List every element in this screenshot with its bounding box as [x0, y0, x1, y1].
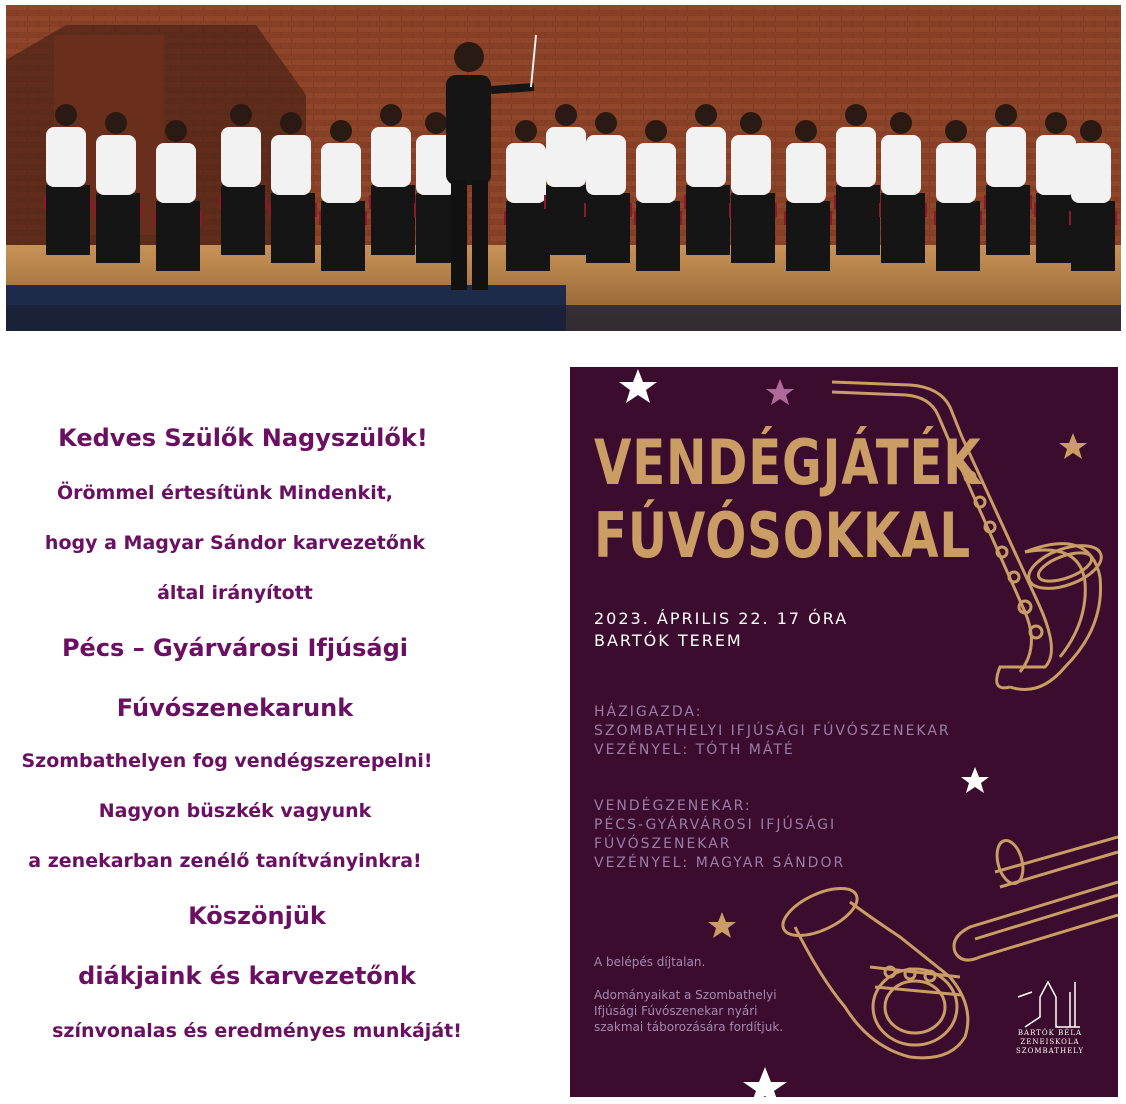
- entry-note: A belépés díjtalan.: [594, 955, 706, 969]
- message-line: diákjaink és karvezetőnk: [78, 962, 416, 990]
- concert-photo: [6, 5, 1121, 331]
- logo-text-line1: BARTÓK BÉLA: [1017, 1029, 1083, 1037]
- guest-conductor: VEZÉNYEL: MAGYAR SÁNDOR: [594, 855, 846, 871]
- guest-label: VENDÉGZENEKAR:: [594, 798, 752, 814]
- host-orchestra: SZOMBATHELYI IFJÚSÁGI FÚVÓSZENEKAR: [594, 723, 951, 739]
- star-icon: [619, 369, 657, 403]
- message-line: hogy a Magyar Sándor karvezetőnk: [44, 532, 426, 554]
- poster-title-line1: VENDÉGJÁTÉK: [594, 426, 982, 499]
- star-icon: [1059, 433, 1087, 459]
- logo-text-line3: SZOMBATHELY: [1015, 1047, 1085, 1055]
- star-icon: [743, 1067, 787, 1097]
- trombone-icon: [954, 837, 1118, 960]
- donation-note-line3: szakmai táborozására fordítjuk.: [594, 1020, 784, 1034]
- orchestra-name-line2: Fúvószenekarunk: [116, 694, 354, 722]
- message-line: Örömmel értesítünk Mindenkit,: [56, 482, 394, 504]
- poster-venue: BARTÓK TEREM: [594, 631, 743, 650]
- star-icon: [766, 379, 794, 405]
- guest-orchestra-line2: FÚVÓSZENEKAR: [594, 836, 732, 852]
- orchestra-concert-photo: [6, 5, 1121, 331]
- host-label: HÁZIGAZDA:: [594, 704, 703, 720]
- host-conductor: VEZÉNYEL: TÓTH MÁTÉ: [594, 742, 795, 758]
- poster-date: 2023. ÁPRILIS 22. 17 ÓRA: [594, 609, 849, 628]
- bartok-school-logo-icon: [1018, 982, 1080, 1027]
- guest-orchestra-line1: PÉCS-GYÁRVÁROSI IFJÚSÁGI: [594, 817, 837, 833]
- message-line: Nagyon büszkék vagyunk: [98, 800, 372, 822]
- star-icon: [708, 912, 736, 938]
- donation-note-line1: Adományaikat a Szombathelyi: [594, 988, 777, 1002]
- message-line: által irányított: [157, 582, 313, 604]
- star-icon: [961, 767, 989, 793]
- concert-poster: [570, 367, 1118, 1097]
- poster-title-line2: FÚVÓSOKKAL: [594, 499, 971, 572]
- donation-note-line2: Ifjúsági Fúvószenekar nyári: [594, 1004, 758, 1018]
- greeting-heading: Kedves Szülők Nagyszülők!: [58, 424, 428, 452]
- message-line: színvonalas és eredményes munkáját!: [52, 1020, 462, 1042]
- thanks-heading: Köszönjük: [188, 902, 326, 930]
- message-line: Szombathelyen fog vendégszerepelni!: [21, 750, 433, 772]
- logo-text-line2: ZENEISKOLA: [1020, 1038, 1080, 1046]
- orchestra-name-line1: Pécs – Gyárvárosi Ifjúsági: [61, 634, 409, 662]
- tuba-icon: [776, 879, 968, 1058]
- message-line: a zenekarban zenélő tanítványinkra!: [28, 850, 422, 872]
